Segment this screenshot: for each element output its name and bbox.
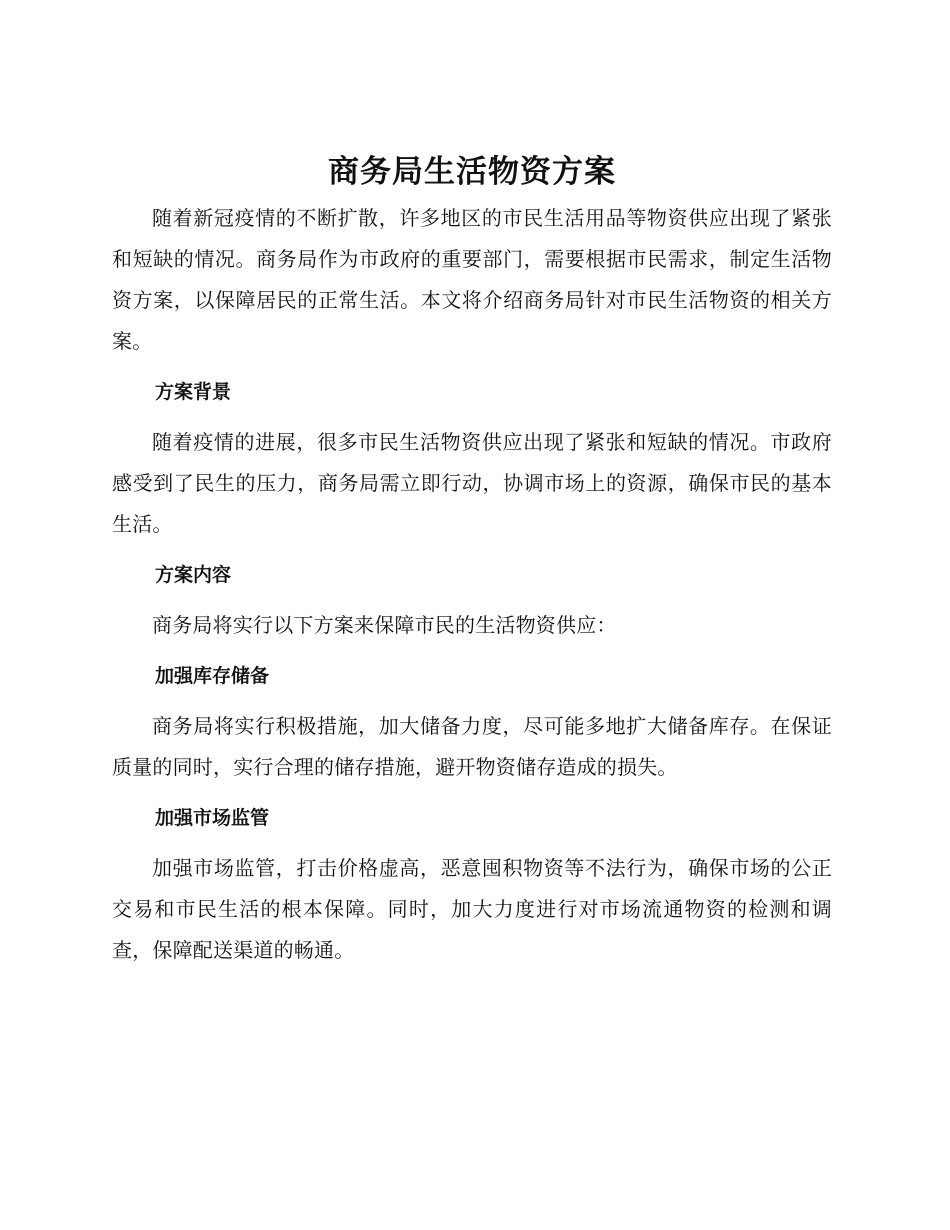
- section-heading-inventory: 加强库存储备: [155, 665, 270, 687]
- document-page: [112, 150, 832, 971]
- intro-paragraph: 随着新冠疫情的不断扩散，许多地区的市民生活用品等物资供应出现了紧张和短缺的情况。商务局作为市政府的重要部门，需要根据市民需求，制定生活物资方案，以保障居民的正常生活。本文将介绍商务局针对市民生活物资的相关方案。: [112, 206, 832, 353]
- section-market-supervision: [112, 800, 832, 971]
- section-body-inventory: 商务局将实行积极措施，加大储备力度，尽可能多地扩大储备库存。在保证质量的同时，实行合理的储存措施，避开物资储存造成的损失。: [112, 714, 832, 779]
- section-heading-content: 方案内容: [155, 564, 232, 586]
- section-heading-market-supervision: 加强市场监管: [155, 807, 270, 829]
- document-title: 商务局生活物资方案: [328, 154, 616, 190]
- section-background: [112, 374, 832, 545]
- section-body-background: 随着疫情的进展，很多市民生活物资供应出现了紧张和短缺的情况。市政府感受到了民生的压力，商务局需立即行动，协调市场上的资源，确保市民的基本生活。: [112, 430, 832, 536]
- section-heading-background: 方案背景: [155, 381, 232, 403]
- section-inventory: [112, 658, 832, 788]
- section-body-market-supervision: 加强市场监管，打击价格虚高，恶意囤积物资等不法行为，确保市场的公正交易和市民生活的根本保障。同时，加大力度进行对市场流通物资的检测和调查，保障配送渠道的畅通。: [112, 856, 832, 962]
- section-content: [112, 557, 832, 646]
- section-body-content: 商务局将实行以下方案来保障市民的生活物资供应：: [152, 613, 617, 637]
